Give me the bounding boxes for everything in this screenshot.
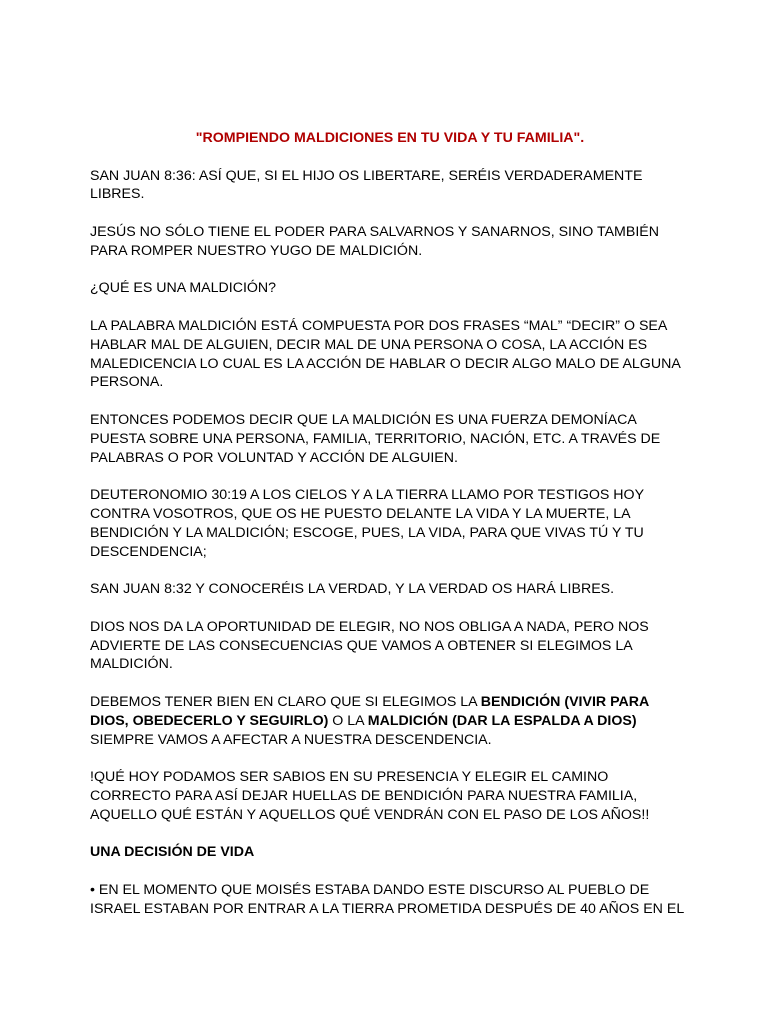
paragraph-definition: LA PALABRA MALDICIÓN ESTÁ COMPUESTA POR DOS FRASES “MAL” “DECIR” O SEA HABLAR MAL DE ALGUIEN, DECIR MAL DE UNA PERSONA O COSA, LA ACCIÓN ES MALEDICENCIA LO CUAL ES LA ACCIÓN DE HABLAR O DECIR ALGO MALO DE ALGUNA PERSONA. (90, 317, 681, 391)
paragraph-question: ¿QUÉ ES UNA MALDICIÓN? (90, 280, 277, 297)
paragraph-jesus-power: JESÚS NO SÓLO TIENE EL PODER PARA SALVARNOS Y SANARNOS, SINO TAMBIÉN PARA ROMPER NUESTRO YUGO DE MALDICIÓN. (90, 223, 659, 259)
text-run: SIEMPRE VAMOS A AFECTAR A NUESTRA DESCENDENCIA. (90, 731, 492, 748)
bold-blessing: BENDICIÓN (VIVIR PARA DIOS, OBEDECERLO Y SEGUIRLO) (90, 693, 649, 729)
bold-curse: MALDICIÓN (DAR LA ESPALDA A DIOS) (367, 712, 637, 729)
text-run: DEBEMOS TENER BIEN EN CLARO QUE SI ELEGIMOS LA (90, 693, 481, 710)
paragraph-demonic-force: ENTONCES PODEMOS DECIR QUE LA MALDICIÓN ES UNA FUERZA DEMONÍACA PUESTA SOBRE UNA PERSONA, FAMILIA, TERRITORIO, NACIÓN, ETC. A TRAVÉS DE PALABRAS O POR VOLUNTAD Y ACCIÓN DE ALGUIEN. (90, 411, 661, 466)
document-title: "ROMPIENDO MALDICIONES EN TU VIDA Y TU FAMILIA". (195, 130, 585, 146)
paragraph-exhortation: !QUÉ HOY PODAMOS SER SABIOS EN SU PRESENCIA Y ELEGIR EL CAMINO CORRECTO PARA ASÍ DEJAR HUELLAS DE BENDICIÓN PARA NUESTRA FAMILIA, AQUELLO QUÉ ESTÁN Y AQUELLOS QUÉ VENDRÁN CON EL PASO DE LOS AÑOS!! (90, 769, 650, 823)
paragraph-blessing-curse (90, 693, 690, 749)
paragraph-verse-juan-8-36: SAN JUAN 8:36: ASÍ QUE, SI EL HIJO OS LIBERTARE, SERÉIS VERDADERAMENTE LIBRES. (90, 167, 643, 203)
document-page (90, 129, 690, 937)
paragraph-moses: • EN EL MOMENTO QUE MOISÉS ESTABA DANDO ESTE DISCURSO AL PUEBLO DE ISRAEL ESTABAN POR ENTRAR A LA TIERRA PROMETIDA DESPUÉS DE 40 AÑOS EN EL (90, 881, 685, 917)
paragraph-verse-juan-8-32: SAN JUAN 8:32 Y CONOCERÉIS LA VERDAD, Y LA VERDAD OS HARÁ LIBRES. (90, 581, 615, 598)
paragraph-deuteronomio-30-19: DEUTERONOMIO 30:19 A LOS CIELOS Y A LA TIERRA LLAMO POR TESTIGOS HOY CONTRA VOSOTROS, QUE OS HE PUESTO DELANTE LA VIDA Y LA MUERTE, LA BENDICIÓN Y LA MALDICIÓN; ESCOGE, PUES, LA VIDA, PARA QUE VIVAS TÚ Y TU DESCENDENCIA; (90, 487, 644, 560)
section-heading: UNA DECISIÓN DE VIDA (90, 844, 255, 861)
text-run: O LA (328, 712, 368, 729)
paragraph-choice: DIOS NOS DA LA OPORTUNIDAD DE ELEGIR, NO NOS OBLIGA A NADA, PERO NOS ADVIERTE DE LAS CONSECUENCIAS QUE VAMOS A OBTENER SI ELEGIMOS LA MALDICIÓN. (90, 618, 649, 673)
